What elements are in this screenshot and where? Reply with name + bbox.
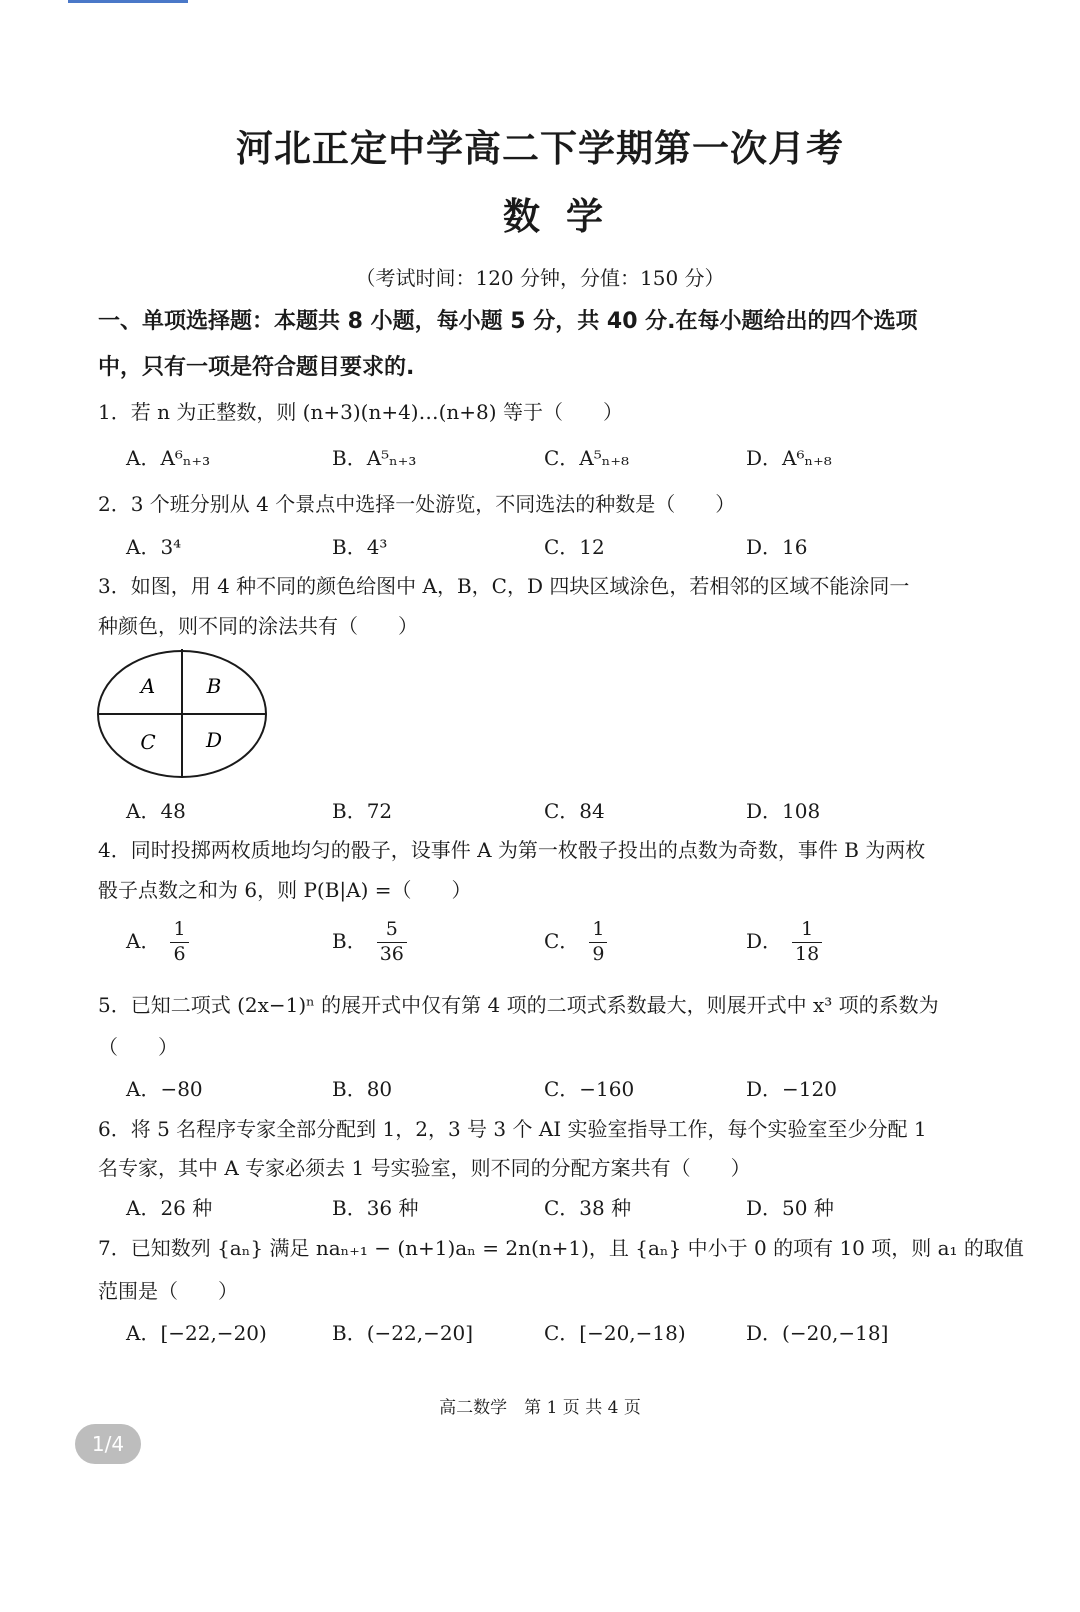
q4-option-a-fraction — [170, 918, 188, 967]
q2-option-d: D．16 — [746, 535, 808, 559]
q6-option-c: C．38 种 — [544, 1196, 632, 1220]
q3-option-a: A．48 — [126, 799, 186, 823]
question-1: 1．若 n 为正整数，则 (n+3)(n+4)…(n+8) 等于（ ） — [98, 400, 623, 424]
question-3-options — [126, 795, 976, 835]
q2-option-a: A．3⁴ — [126, 535, 182, 559]
region-ellipse-figure — [94, 646, 270, 782]
question-5-line1: 5．已知二项式 (2x−1)ⁿ 的展开式中仅有第 4 项的二项式系数最大，则展开式中 x³ 项的系数为 — [98, 993, 939, 1017]
q4-option-d-fraction — [792, 918, 822, 967]
fraction-denominator: 36 — [379, 942, 404, 965]
q4-option-b-label: B． — [332, 928, 367, 953]
fraction-numerator: 1 — [170, 918, 188, 943]
fraction-denominator: 9 — [592, 942, 605, 965]
q7-option-d: D．(−20,−18] — [746, 1321, 889, 1345]
q4-option-c-fraction — [589, 918, 607, 967]
q3-option-d: D．108 — [746, 799, 821, 823]
q1-option-a: A．A⁶ₙ₊₃ — [126, 446, 211, 470]
q5-option-a: A．−80 — [126, 1077, 203, 1101]
q4-option-d-label: D． — [746, 928, 783, 953]
q1-option-d: D．A⁶ₙ₊₈ — [746, 446, 832, 470]
q1-option-c: C．A⁵ₙ₊₈ — [544, 446, 629, 470]
page-footer: 高二数学 第 1 页 共 4 页 — [439, 1398, 641, 1418]
q4-option-a-label: A． — [126, 928, 161, 953]
question-2-options — [126, 531, 976, 571]
q7-option-b: B．(−22,−20] — [332, 1321, 474, 1345]
q5-option-c: C．−160 — [544, 1077, 635, 1101]
question-6-line2: 名专家，其中 A 专家必须去 1 号实验室，则不同的分配方案共有（ ） — [98, 1156, 751, 1180]
question-3-line2: 种颜色，则不同的涂法共有（ ） — [98, 614, 418, 638]
question-4-options — [126, 918, 976, 974]
q4-option-d — [746, 918, 822, 967]
q4-option-a — [126, 918, 189, 967]
question-7-line2: 范围是（ ） — [98, 1279, 238, 1303]
q3-option-c: C．84 — [544, 799, 605, 823]
fraction-numerator: 1 — [792, 918, 822, 943]
question-5-options — [126, 1073, 976, 1113]
question-6-line1: 6．将 5 名程序专家全部分配到 1，2，3 号 3 个 AI 实验室指导工作，每个实验室至少分配 1 — [98, 1117, 927, 1141]
fraction-numerator: 5 — [377, 918, 407, 943]
exam-info: （考试时间：120 分钟，分值：150 分） — [355, 266, 725, 290]
q7-option-a: A．[−22,−20) — [126, 1321, 267, 1345]
section-heading-line2: 中，只有一项是符合题目要求的. — [98, 355, 415, 380]
q7-option-c: C．[−20,−18) — [544, 1321, 686, 1345]
q6-option-b: B．36 种 — [332, 1196, 419, 1220]
q6-option-a: A．26 种 — [126, 1196, 213, 1220]
q5-option-d: D．−120 — [746, 1077, 837, 1101]
top-accent-bar — [68, 0, 188, 3]
question-6-options — [126, 1192, 976, 1232]
q6-option-d: D．50 种 — [746, 1196, 834, 1220]
question-4-line2: 骰子点数之和为 6，则 P(B|A) =（ ） — [98, 878, 472, 902]
question-5-line2: （ ） — [98, 1035, 178, 1059]
q3-option-b: B．72 — [332, 799, 393, 823]
q5-option-b: B．80 — [332, 1077, 393, 1101]
exam-subject: 数学 — [503, 195, 629, 238]
section-heading-line1: 一、单项选择题：本题共 8 小题，每小题 5 分，共 40 分.在每小题给出的四个选项 — [98, 309, 918, 334]
question-7-options — [126, 1317, 976, 1357]
question-4-line1: 4．同时投掷两枚质地均匀的骰子，设事件 A 为第一枚骰子投出的点数为奇数，事件 B 为两枚 — [98, 838, 926, 862]
figure-label-d: D — [205, 728, 223, 752]
figure-label-b: B — [206, 674, 222, 698]
q4-option-c-label: C． — [544, 928, 580, 953]
figure-label-a: A — [140, 674, 156, 698]
fraction-denominator: 18 — [795, 942, 820, 965]
figure-label-c: C — [140, 730, 156, 754]
question-3-line1: 3．如图，用 4 种不同的颜色给图中 A，B，C，D 四块区域涂色，若相邻的区域不能涂同一 — [98, 574, 910, 598]
fraction-numerator: 1 — [589, 918, 607, 943]
q1-option-b: B．A⁵ₙ₊₃ — [332, 446, 417, 470]
page-indicator-badge[interactable]: 1/4 — [75, 1424, 141, 1464]
fraction-denominator: 6 — [173, 942, 186, 965]
question-1-options — [126, 442, 976, 482]
q4-option-b — [332, 918, 407, 967]
question-7-line1: 7．已知数列 {aₙ} 满足 naₙ₊₁ − (n+1)aₙ = 2n(n+1)，且 {aₙ} 中小于 0 的项有 10 项，则 a₁ 的取值 — [98, 1236, 1024, 1260]
q4-option-c — [544, 918, 607, 967]
exam-title: 河北正定中学高二下学期第一次月考 — [236, 127, 844, 170]
question-2: 2．3 个班分别从 4 个景点中选择一处游览，不同选法的种数是（ ） — [98, 492, 736, 516]
q4-option-b-fraction — [377, 918, 407, 967]
q2-option-c: C．12 — [544, 535, 605, 559]
q2-option-b: B．4³ — [332, 535, 388, 559]
